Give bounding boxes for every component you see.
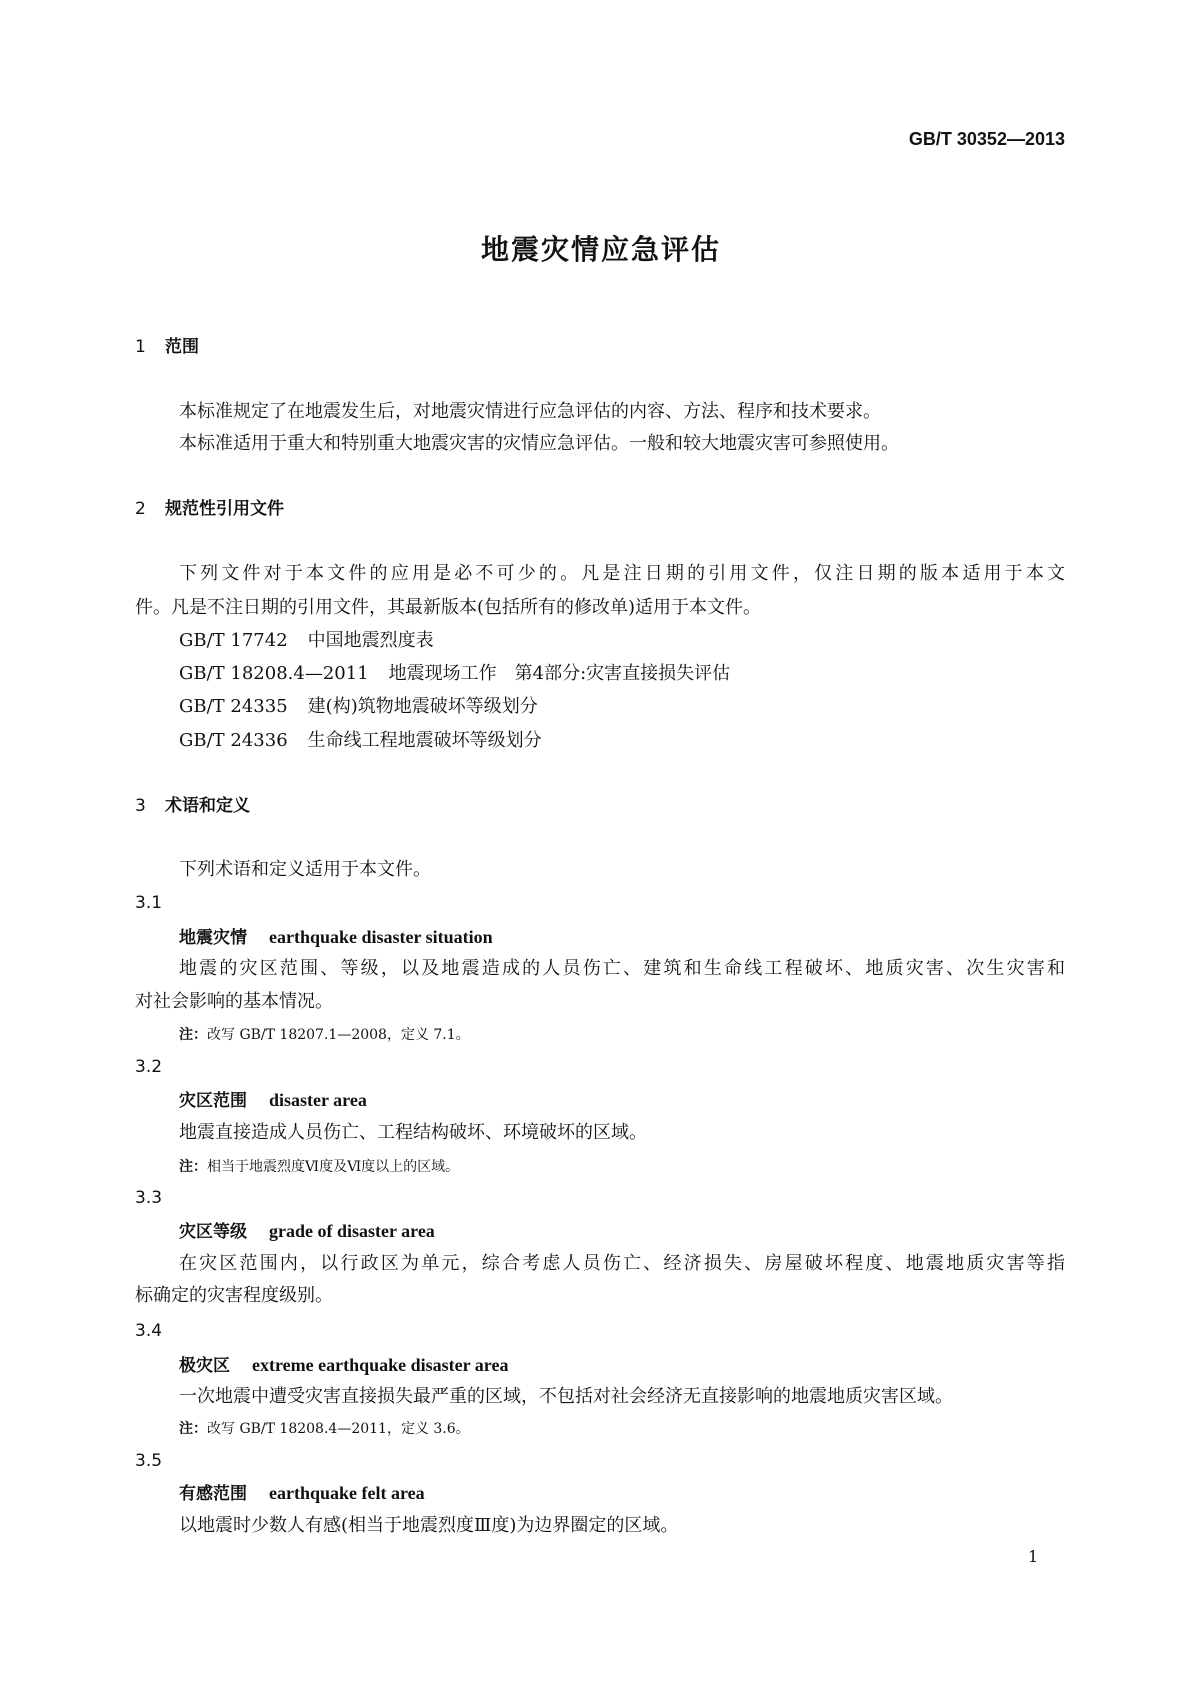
- reference-code: GB/T 18208.4—2011: [179, 663, 369, 684]
- note-label: 注：: [179, 1421, 207, 1437]
- paragraph: 本标准规定了在地震发生后，对地震灾情进行应急评估的内容、方法、程序和技术要求。: [179, 401, 881, 422]
- reference-code: GB/T 24335: [179, 696, 288, 717]
- term-number: 3.4: [135, 1321, 163, 1341]
- section-title: 术语和定义: [165, 796, 250, 816]
- reference-code: GB/T 17742: [179, 630, 288, 651]
- definition-line: 一次地震中遭受灾害直接损失最严重的区域，不包括对社会经济无直接影响的地震地质灾害区域。: [179, 1386, 953, 1407]
- reference-title: 建(构)筑物地震破坏等级划分: [307, 696, 538, 717]
- term-number: 3.1: [135, 893, 163, 913]
- note-text: 改写 GB/T 18207.1—2008，定义 7.1。: [207, 1027, 470, 1043]
- term-heading: [179, 1089, 367, 1112]
- term-heading: [179, 1354, 508, 1377]
- section-title: 规范性引用文件: [165, 499, 284, 519]
- reference-item: [179, 663, 730, 685]
- term-zh: 地震灾情: [179, 928, 247, 948]
- reference-title: 地震现场工作 第4部分:灾害直接损失评估: [388, 663, 731, 684]
- paragraph-line: 件。凡是不注日期的引用文件，其最新版本(包括所有的修改单)适用于本文件。: [135, 597, 762, 618]
- note-label: 注：: [179, 1027, 207, 1043]
- reference-title: 生命线工程地震破坏等级划分: [307, 730, 542, 751]
- term-en: grade of disaster area: [269, 1221, 435, 1241]
- reference-code: GB/T 24336: [179, 730, 288, 751]
- definition-line: 以地震时少数人有感(相当于地震烈度Ⅲ度)为边界圈定的区域。: [179, 1515, 679, 1536]
- term-heading: [179, 1482, 425, 1505]
- section-number: 2: [135, 499, 146, 519]
- section-number: 3: [135, 796, 146, 816]
- section-number: 1: [135, 337, 146, 357]
- definition-line: 对社会影响的基本情况。: [135, 991, 333, 1012]
- note-text: 改写 GB/T 18208.4—2011，定义 3.6。: [207, 1421, 470, 1437]
- term-number: 3.3: [135, 1188, 163, 1208]
- note: [179, 1156, 459, 1178]
- reference-title: 中国地震烈度表: [307, 630, 434, 651]
- term-zh: 极灾区: [179, 1356, 230, 1376]
- note-text: 相当于地震烈度Ⅵ度及Ⅵ度以上的区域。: [207, 1159, 460, 1175]
- term-number: 3.2: [135, 1057, 163, 1077]
- term-en: extreme earthquake disaster area: [252, 1355, 509, 1375]
- reference-item: [179, 630, 434, 652]
- definition-line: 地震直接造成人员伤亡、工程结构破坏、环境破坏的区域。: [179, 1122, 647, 1143]
- document-code: GB/T 30352—2013: [908, 129, 1065, 149]
- term-en: earthquake disaster situation: [269, 927, 493, 947]
- page-title: 地震灾情应急评估: [480, 233, 721, 266]
- term-heading: [179, 1220, 435, 1243]
- paragraph: 本标准适用于重大和特别重大地震灾害的灾情应急评估。一般和较大地震灾害可参照使用。: [179, 433, 899, 454]
- term-en: earthquake felt area: [269, 1483, 425, 1503]
- reference-item: [179, 696, 538, 718]
- note-label: 注：: [179, 1159, 207, 1175]
- note: [179, 1024, 470, 1046]
- term-zh: 灾区范围: [179, 1091, 247, 1111]
- section-2-heading: [135, 498, 284, 520]
- paragraph-line: 下列文件对于本文件的应用是必不可少的。凡是注日期的引用文件，仅注日期的版本适用于本文: [179, 563, 1065, 584]
- term-heading: [179, 926, 493, 949]
- definition-line: 在灾区范围内，以行政区为单元，综合考虑人员伤亡、经济损失、房屋破坏程度、地震地质灾害等指: [179, 1253, 1065, 1274]
- page-number: 1: [1028, 1547, 1039, 1566]
- term-number: 3.5: [135, 1451, 163, 1471]
- term-zh: 灾区等级: [179, 1222, 247, 1242]
- term-en: disaster area: [269, 1090, 367, 1110]
- section-1-heading: [135, 336, 199, 358]
- section-3-heading: [135, 795, 250, 817]
- definition-line: 地震的灾区范围、等级，以及地震造成的人员伤亡、建筑和生命线工程破坏、地质灾害、次生灾害和: [179, 958, 1065, 979]
- term-zh: 有感范围: [179, 1484, 247, 1504]
- section-title: 范围: [165, 337, 199, 357]
- reference-item: [179, 730, 542, 752]
- definition-line: 标确定的灾害程度级别。: [135, 1285, 333, 1306]
- paragraph: 下列术语和定义适用于本文件。: [179, 859, 431, 880]
- note: [179, 1418, 470, 1440]
